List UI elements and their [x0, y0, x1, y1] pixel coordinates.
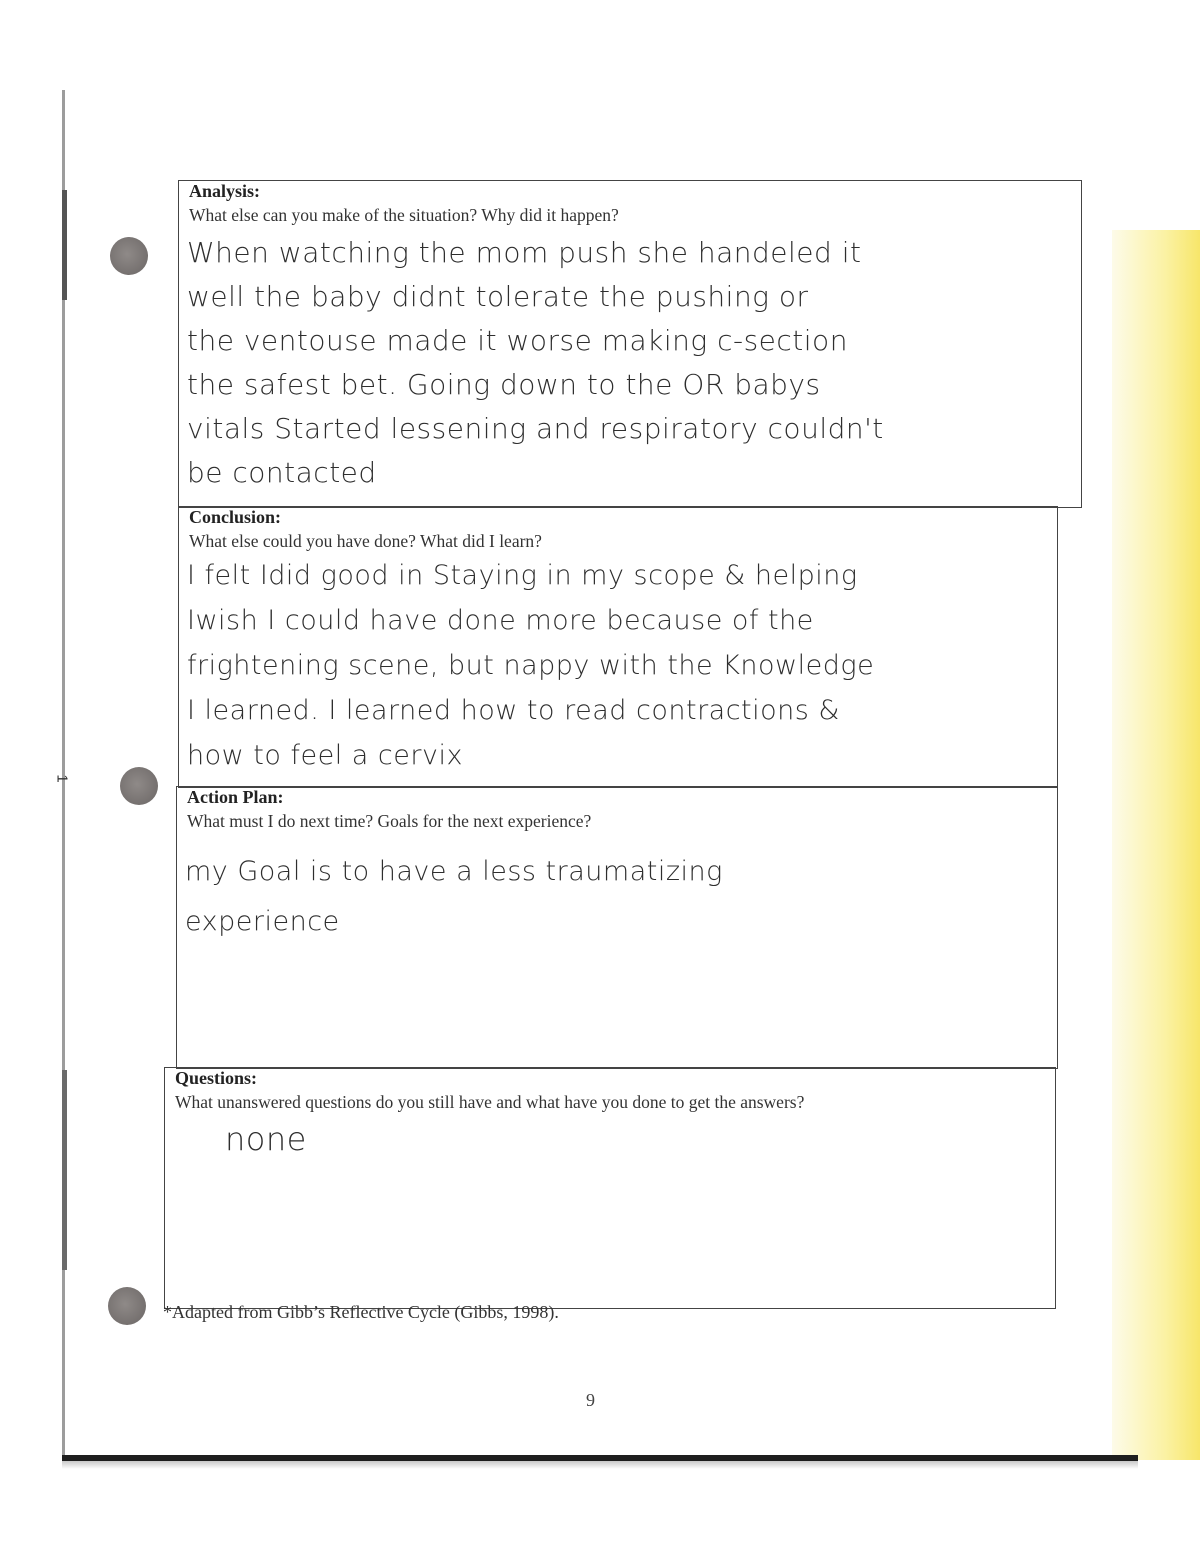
margin-mark: 1 — [53, 774, 71, 783]
analysis-section — [178, 180, 1082, 508]
handwritten-line: Iwish I could have done more because of the — [187, 605, 814, 636]
yellow-sheet-edge — [1112, 230, 1200, 1460]
conclusion-section — [178, 506, 1058, 788]
section-title: Conclusion: — [189, 507, 282, 527]
binder-shadow-top — [62, 190, 67, 300]
handwritten-line: the ventouse made it worse making c-section — [187, 324, 848, 357]
handwritten-answer — [187, 553, 1047, 778]
handwritten-line: experience — [185, 906, 340, 937]
action-plan-section — [176, 786, 1058, 1069]
footnote: *Adapted from Gibb’s Reflective Cycle (Gibbs, 1998). — [163, 1302, 559, 1322]
punch-hole-bottom — [108, 1287, 146, 1325]
page-number: 9 — [586, 1390, 595, 1410]
handwritten-answer — [187, 231, 1047, 495]
handwritten-line: none — [225, 1120, 307, 1158]
section-prompt: What unanswered questions do you still have and what have you done to get the answers? — [175, 1092, 805, 1112]
section-prompt: What else can you make of the situation? Why did it happen? — [189, 205, 619, 225]
handwritten-line: how to feel a cervix — [187, 740, 463, 771]
handwritten-line: When watching the mom push she handeled it — [187, 236, 862, 269]
handwritten-line: I learned. I learned how to read contractions & — [187, 695, 840, 726]
handwritten-line: be contacted — [187, 456, 377, 489]
handwritten-line: vitals Started lessening and respiratory couldn't — [187, 412, 884, 445]
questions-section — [164, 1067, 1056, 1309]
section-prompt: What else could you have done? What did I learn? — [189, 531, 542, 551]
binder-shadow-bottom — [62, 1070, 67, 1270]
section-prompt: What must I do next time? Goals for the next experience? — [187, 811, 592, 831]
reflection-form — [164, 178, 1082, 1308]
section-title: Analysis: — [189, 181, 261, 201]
handwritten-line: frightening scene, but nappy with the Knowledge — [187, 650, 875, 681]
section-title: Action Plan: — [187, 787, 284, 807]
handwritten-line: my Goal is to have a less traumatizing — [185, 856, 723, 887]
paper-shadow-bottom — [62, 1461, 1138, 1469]
handwritten-answer — [185, 847, 1045, 947]
section-title: Questions: — [175, 1068, 258, 1088]
handwritten-line: I felt Idid good in Staying in my scope & helping — [187, 560, 858, 591]
punch-hole-top — [110, 237, 148, 275]
handwritten-answer — [225, 1116, 1085, 1162]
punch-hole-middle — [120, 767, 158, 805]
handwritten-line: the safest bet. Going down to the OR babys — [187, 368, 821, 401]
handwritten-line: well the baby didnt tolerate the pushing or — [187, 280, 809, 313]
